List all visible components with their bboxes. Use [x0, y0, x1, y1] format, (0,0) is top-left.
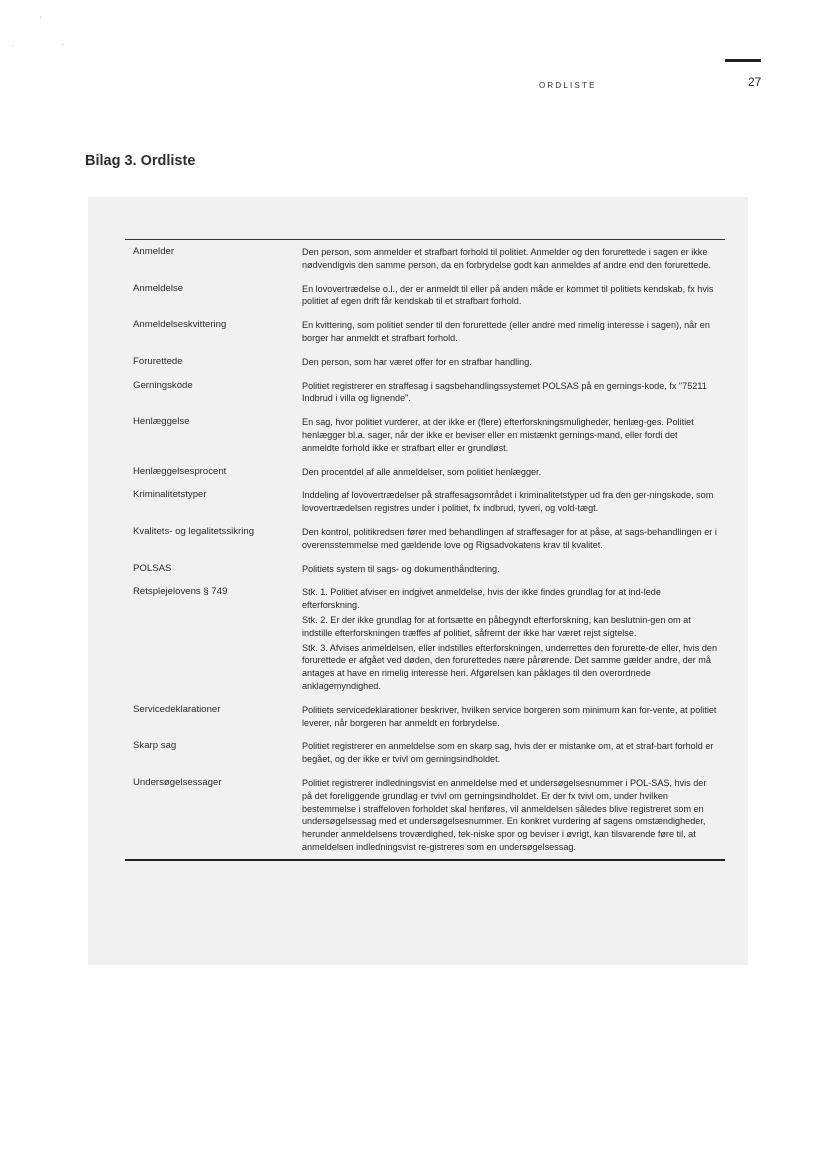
definition-paragraph: Politiets servicedeklarationer beskriver, hvilken service borgeren som minimum kan for-vente, at politiet leverer, når borgeren har anmeldt en forbrydelse. [302, 704, 717, 728]
running-header: ORDLISTE [539, 81, 597, 90]
glossary-term: Henlæggelse [133, 416, 190, 428]
definition-paragraph: Den procentdel af alle anmeldelser, som politiet henlægger. [302, 466, 542, 477]
definition-paragraph: En lovovertrædelse o.l., der er anmeldt til eller på anden måde er kommet til politiets kendskab, fx hvis politiet af egen drift får kendskab til et strafbart forhold. [302, 283, 714, 307]
glossary-definition [302, 356, 717, 371]
glossary-row [125, 771, 725, 859]
glossary-definition [302, 526, 717, 554]
glossary-term: Anmeldelse [133, 282, 184, 294]
definition-paragraph: Stk. 3. Afvises anmeldelsen, eller indstilles efterforskningen, underrettes den forurette-de eller, hvis den forurettede er afgået ved døden, den forurettedes nære pårørende. Det samme gælder andre, der må antages at have en rimelig interesse heri. Afgørelsen kan påklages til den overordnede anklagemyndighed. [302, 642, 717, 691]
glossary-term: Forurettede [133, 355, 183, 367]
glossary-row [125, 374, 725, 411]
glossary-definition [302, 380, 717, 408]
glossary-row [125, 698, 725, 735]
glossary-row [125, 313, 725, 350]
glossary-term: Undersøgelsessager [133, 776, 222, 788]
glossary-term: Servicedeklarationer [133, 703, 221, 715]
definition-paragraph: Den kontrol, politikredsen fører med behandlingen af straffesager for at påse, at sags-behandlingen er i overensstemmelse med gældende love og Rigsadvokatens krav til kvalitet. [302, 526, 717, 550]
glossary-row [125, 350, 725, 374]
definition-paragraph: Den person, som har været offer for en strafbar handling. [302, 356, 532, 367]
glossary-row [125, 460, 725, 484]
glossary-definition [302, 489, 717, 517]
definition-paragraph: En kvittering, som politiet sender til den forurettede (eller andre med rimelig interesse i sagen), når en borger har anmeldt et strafbart forhold. [302, 320, 710, 343]
glossary-definition [302, 416, 717, 456]
glossary-definition [302, 586, 717, 694]
definition-paragraph: Politiet registrerer en anmeldelse som en skarp sag, hvis der er mistanke om, at et straf-bart forhold er begået, og der ikke er tvivl om gerningsindholdet. [302, 741, 714, 765]
glossary-term: Anmelder [133, 246, 175, 257]
definition-paragraph: Politiets system til sags- og dokumenthåndtering. [302, 563, 500, 574]
definition-paragraph: Den person, som anmelder et strafbart forhold til politiet. Anmelder og den forurettede i sagen er ikke nødvendigvis den samme person, da en forbrydelse godt kan anmeldes af andre end den forurettede. [302, 247, 711, 270]
section-title: Bilag 3. Ordliste [85, 153, 196, 169]
glossary-term: Retsplejelovens § 749 [133, 586, 228, 598]
glossary-term: Kvalitets- og legalitetssikring [133, 525, 255, 537]
glossary-term: Skarp sag [133, 740, 177, 752]
glossary-row [125, 734, 725, 771]
definition-paragraph: Politiet registrerer en straffesag i sagsbehandlingssystemet POLSAS på en gernings-kode, fx "75211 Indbrud i villa og lignende". [302, 380, 707, 404]
header-rule [725, 59, 761, 62]
definition-paragraph: Stk. 1. Politiet afviser en indgivet anmeldelse, hvis der ikke findes grundlag for at ind-lede efterforskning. [302, 587, 661, 611]
glossary-definition [302, 740, 717, 768]
glossary-definition [302, 319, 717, 347]
glossary-bottom-rule [125, 859, 725, 861]
glossary-term: Kriminalitetstyper [133, 489, 207, 501]
glossary-definition [302, 563, 717, 578]
scan-speck: ' [40, 17, 42, 23]
definition-paragraph: Politiet registrerer indledningsvist en anmeldelse med et undersøgelsesnummer i POL-SAS, hvis der på det foreliggende grundlag er tvivl om gerningsindholdet. Er der fx tvivl om, under hvilken bestemmelse i straffeloven forholdet skal henføres, vil anmeldelsen således blive registreret som en undersøgelsessag med et undersøgelsesnummer. En konkret vurdering af sagens omstændigheder, herunder anmeldelsens troværdighed, tek-niske spor og beviser i øvrigt, kan tilsvarende føre til, at anmeldelsen indledningsvist re-gistreres som en undersøgelsessag. [302, 777, 707, 852]
glossary-row [125, 580, 725, 697]
glossary-row [125, 557, 725, 581]
scan-speck: . [12, 42, 14, 48]
glossary-row [125, 410, 725, 459]
glossary-row [125, 277, 725, 314]
definition-paragraph: Stk. 2. Er der ikke grundlag for at fortsætte en påbegyndt efterforskning, kan beslutnin-gen om at indstille efterforskningen træffes af politiet, såfremt der ikke har været rejst sigtelse. [302, 614, 691, 638]
glossary-table [125, 239, 725, 861]
glossary-definition [302, 777, 717, 856]
glossary-term: Anmeldelseskvittering [133, 319, 227, 331]
glossary-term: POLSAS [133, 562, 172, 574]
glossary-definition [302, 704, 717, 732]
glossary-term: Henlæggelsesprocent [133, 465, 227, 477]
glossary-definition [302, 283, 717, 311]
page-number: 27 [748, 75, 762, 89]
scan-speck: - [62, 42, 64, 48]
glossary-rows [125, 240, 725, 859]
glossary-row [125, 520, 725, 557]
definition-paragraph: En sag, hvor politiet vurderer, at der ikke er (flere) efterforskningsmuligheder, henlæg-ges. Politiet henlægger bl.a. sager, når der ikke er beviser eller en mistænkt gernings-mand, eller fordi det anmeldte forhold ikke er strafbart eller er grundløst. [302, 417, 694, 453]
glossary-definition [302, 246, 717, 274]
glossary-definition [302, 466, 717, 481]
glossary-row [125, 240, 725, 277]
definition-paragraph: Inddeling af lovovertrædelser på straffesagsområdet i kriminalitetstyper ud fra den ger-ningskode, som lovovertrædelsen registres under i politiet, fx indbrud, tyveri, og vold-tægt. [302, 490, 714, 514]
glossary-term: Gerningskode [133, 379, 193, 391]
glossary-row [125, 483, 725, 520]
